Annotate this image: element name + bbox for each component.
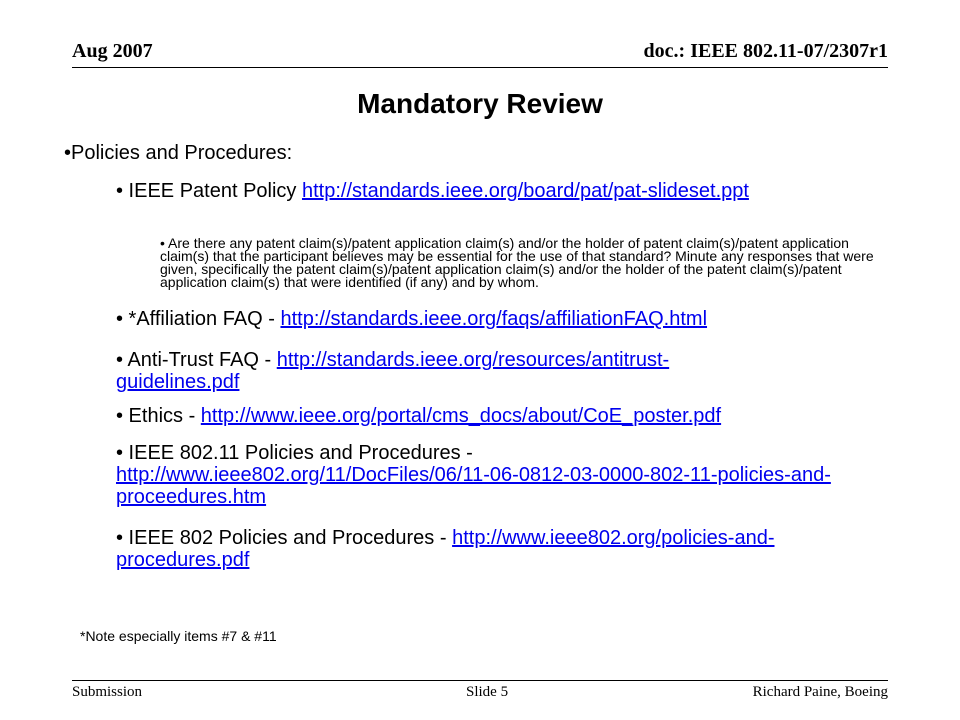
footnote: *Note especially items #7 & #11 [80, 628, 277, 644]
header-doc-id: doc.: IEEE 802.11-07/2307r1 [643, 40, 888, 62]
policies-heading: •Policies and Procedures: [64, 142, 293, 164]
patent-policy-link[interactable]: http://standards.ieee.org/board/pat/pat-slideset.ppt [301, 180, 749, 202]
item-label: • IEEE 802 Policies and Procedures - [116, 527, 453, 549]
item-label: • IEEE 802.11 Policies and Procedures - [116, 442, 473, 464]
item-label: • *Affiliation FAQ - [116, 308, 281, 330]
header-date: Aug 2007 [72, 40, 153, 62]
item-label: • IEEE Patent Policy [116, 180, 302, 202]
ethics-link[interactable]: http://www.ieee.org/portal/cms_docs/about/CoE_poster.pdf [200, 405, 722, 427]
affiliation-faq-link[interactable]: http://standards.ieee.org/faqs/affiliationFAQ.html [280, 308, 708, 330]
list-item-anti-trust-faq [116, 349, 756, 393]
list-item-802-11-policies [116, 442, 836, 508]
802-policies-link[interactable]: http://www.ieee802.org/policies-and-procedures.pdf [116, 527, 775, 571]
item-label: • Anti-Trust FAQ - [116, 349, 277, 371]
item-label: • Ethics - [116, 405, 201, 427]
802-11-policies-link[interactable]: http://www.ieee802.org/11/DocFiles/06/11-06-0812-03-0000-802-11-policies-and-proceedures.htm [116, 464, 831, 508]
header-divider [72, 67, 888, 68]
list-item-ethics [116, 405, 721, 428]
list-item-patent-policy [116, 180, 749, 203]
slide-title: Mandatory Review [357, 88, 603, 119]
footer-author: Richard Paine, Boeing [752, 684, 888, 700]
list-item-affiliation-faq [116, 308, 707, 331]
anti-trust-faq-link[interactable]: http://standards.ieee.org/resources/antitrust-guidelines.pdf [116, 349, 670, 393]
list-item-802-policies [116, 527, 866, 571]
patent-question: • Are there any patent claim(s)/patent application claim(s) and/or the holder of patent claim(s)/patent application claim(s) that the participant believes may be essential for the use of that standard? Minute any responses that were given, specifically the patent claim(s)/patent application claim(s) and/or the holder of the patent claim(s)/patent application claim(s) that were identified (if any) and by whom. [160, 235, 874, 290]
footer-divider [72, 680, 888, 681]
footer-submission: Submission [72, 684, 143, 700]
footer-slide-number: Slide 5 [466, 684, 509, 700]
